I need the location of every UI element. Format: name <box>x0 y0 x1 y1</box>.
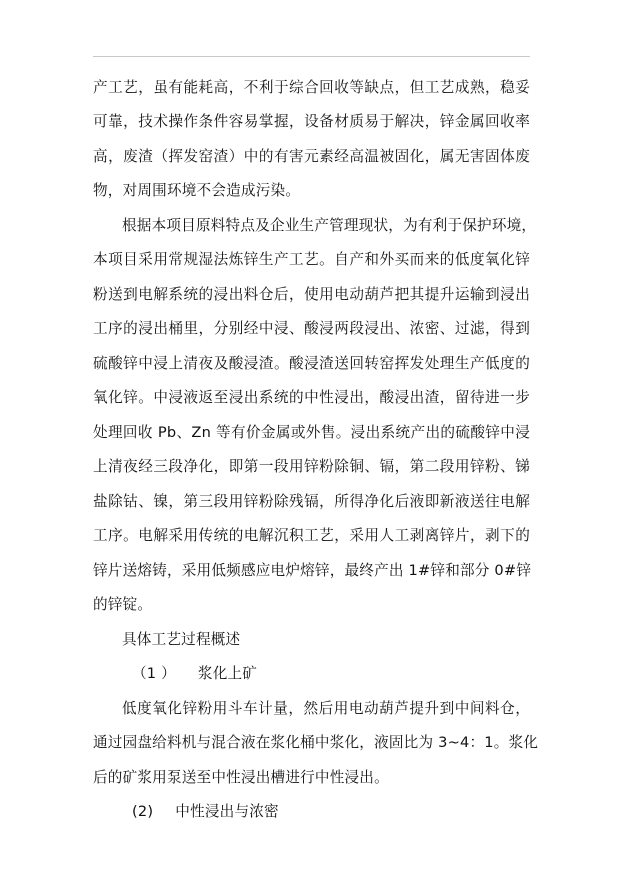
paragraph-1-line-4: 物，对周围环境不会造成污染。 <box>93 182 301 199</box>
section-2-heading <box>132 803 432 821</box>
section-2-title: 中性浸出与浓密 <box>175 803 279 820</box>
section-1-number: （1 ） <box>132 665 176 682</box>
paragraph-2-line-6: 氧化锌。中浸液返至浸出系统的中性浸出，酸浸出渣，留待进一步 <box>93 389 530 406</box>
paragraph-2-line-1: 根据本项目原料特点及企业生产管理现状，为有利于保护环境， <box>122 217 537 234</box>
section-heading: 具体工艺过程概述 <box>122 631 241 648</box>
paragraph-1-line-2: 可靠，技术操作条件容易掌握，设备材质易于解决，锌金属回收率 <box>93 113 530 130</box>
paragraph-2-line-12: 的锌锭。 <box>93 596 153 613</box>
header-rule <box>93 56 530 57</box>
section-1-heading <box>132 665 432 683</box>
paragraph-2-line-4: 工序的浸出桶里，分别经中浸、酸浸两段浸出、浓密、过滤，得到 <box>93 320 530 337</box>
paragraph-1-line-1: 产工艺，虽有能耗高，不利于综合回收等缺点，但工艺成熟，稳妥 <box>93 79 530 96</box>
section-2-number: (2) <box>132 803 154 820</box>
paragraph-2-line-5: 硫酸锌中浸上清夜及酸浸渣。酸浸渣送回转窑挥发处理生产低度的 <box>93 355 530 372</box>
paragraph-2-line-10: 工序。电解采用传统的电解沉积工艺，采用人工剥离锌片，剥下的 <box>93 527 530 544</box>
paragraph-2-line-3: 粉送到电解系统的浸出料仓后，使用电动葫芦把其提升运输到浸出 <box>93 286 530 303</box>
paragraph-2-line-9: 盐除钴、镍，第三段用锌粉除残镉，所得净化后液即新液送往电解 <box>93 493 530 510</box>
paragraph-1-line-3: 高，废渣（挥发窑渣）中的有害元素经高温被固化，属无害固体废 <box>93 148 530 165</box>
paragraph-3-line-2: 通过园盘给料机与混合液在浆化桶中浆化，液固比为 3~4：1。浆化 <box>93 734 539 751</box>
paragraph-3-line-3: 后的矿浆用泵送至中性浸出槽进行中性浸出。 <box>93 769 389 786</box>
paragraph-2-line-2: 本项目采用常规湿法炼锌生产工艺。自产和外买而来的低度氧化锌 <box>93 251 530 268</box>
paragraph-2-line-7: 处理回收 Pb、Zn 等有价金属或外售。浸出系统产出的硫酸锌中浸 <box>93 424 530 441</box>
paragraph-2-line-8: 上清夜经三段净化，即第一段用锌粉除铜、镉，第二段用锌粉、锑 <box>93 458 530 475</box>
paragraph-3-line-1: 低度氧化锌粉用斗车计量，然后用电动葫芦提升到中间料仓， <box>122 700 530 717</box>
section-1-title: 浆化上矿 <box>197 665 258 682</box>
paragraph-2-line-11: 锌片送熔铸，采用低频感应电炉熔锌，最终产出 1#锌和部分 0#锌 <box>93 562 532 579</box>
